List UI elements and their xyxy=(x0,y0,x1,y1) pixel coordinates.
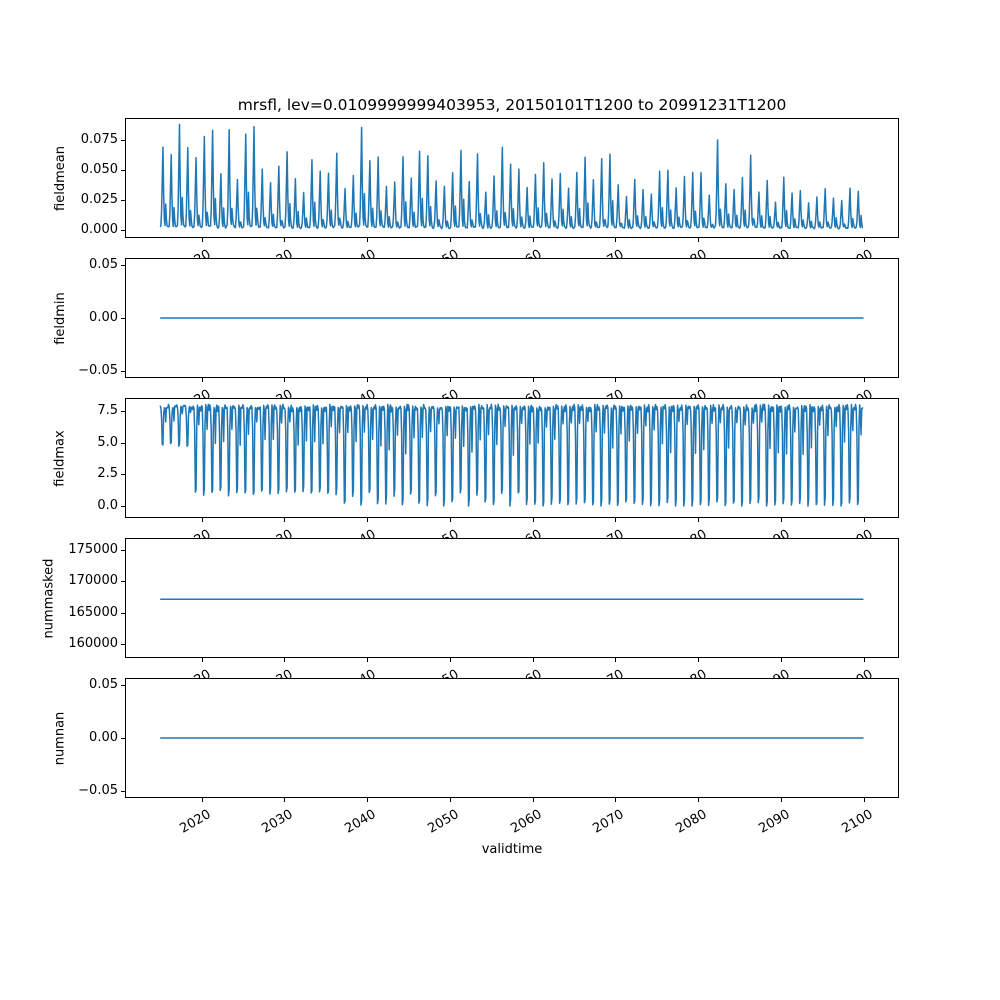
y-tick-label: 0.000 xyxy=(80,222,118,237)
y-axis-label-fieldmean: fieldmean xyxy=(52,145,68,211)
y-tick-mark xyxy=(121,443,125,444)
y-tick-label: 0.050 xyxy=(80,162,118,177)
line-series-fieldmax xyxy=(125,398,899,518)
x-tick-mark xyxy=(864,798,865,802)
x-tick-label: 2080 xyxy=(673,807,710,837)
y-axis-label-nummasked: nummasked xyxy=(41,558,57,638)
line-series-fieldmean xyxy=(125,118,899,238)
y-tick-label: −0.05 xyxy=(78,783,118,798)
y-axis-label-fieldmin: fieldmin xyxy=(52,291,68,345)
y-tick-label: 160000 xyxy=(68,636,118,651)
y-tick-mark xyxy=(121,170,125,171)
x-tick-mark xyxy=(615,518,616,522)
subplot-numnan xyxy=(0,677,1000,837)
y-tick-label: 0.05 xyxy=(89,257,118,272)
subplot-fieldmean xyxy=(0,118,1000,238)
y-tick-label: 175000 xyxy=(68,542,118,557)
line-series-nummasked xyxy=(125,538,899,658)
y-tick-label: 170000 xyxy=(68,573,118,588)
y-tick-mark xyxy=(121,474,125,475)
x-tick-mark xyxy=(864,518,865,522)
y-tick-mark xyxy=(121,506,125,507)
y-tick-label: 5.0 xyxy=(97,435,118,450)
x-tick-label: 2050 xyxy=(425,807,462,837)
subplot-fieldmax xyxy=(0,398,1000,518)
x-tick-mark xyxy=(284,658,285,662)
y-tick-label: 165000 xyxy=(68,605,118,620)
x-tick-mark xyxy=(533,518,534,522)
line-series-fieldmin xyxy=(125,258,899,378)
y-tick-label: −0.05 xyxy=(78,363,118,378)
x-tick-mark xyxy=(864,238,865,242)
x-tick-mark xyxy=(450,378,451,382)
x-tick-mark xyxy=(202,658,203,662)
chart-title: mrsfl, lev=0.0109999999403953, 20150101T1200 to 20991231T1200 xyxy=(237,96,787,114)
x-tick-mark xyxy=(781,798,782,802)
y-tick-label: 0.075 xyxy=(80,132,118,147)
x-tick-mark xyxy=(450,798,451,802)
x-tick-label: 2090 xyxy=(756,807,793,837)
y-tick-mark xyxy=(121,265,125,266)
x-tick-label: 2060 xyxy=(508,807,545,837)
y-tick-mark xyxy=(121,613,125,614)
y-tick-mark xyxy=(121,200,125,201)
y-tick-label: 0.00 xyxy=(89,310,118,325)
x-axis-title: validtime xyxy=(481,842,543,857)
x-tick-mark xyxy=(284,798,285,802)
x-tick-mark xyxy=(781,238,782,242)
y-tick-mark xyxy=(121,318,125,319)
y-tick-mark xyxy=(121,411,125,412)
x-tick-mark xyxy=(615,238,616,242)
x-tick-label: 2030 xyxy=(259,807,296,837)
x-tick-mark xyxy=(533,378,534,382)
x-tick-label: 2070 xyxy=(590,807,627,837)
x-tick-mark xyxy=(202,518,203,522)
x-tick-mark xyxy=(367,378,368,382)
x-tick-mark xyxy=(698,378,699,382)
x-tick-mark xyxy=(202,378,203,382)
x-tick-mark xyxy=(698,798,699,802)
x-tick-mark xyxy=(781,378,782,382)
x-tick-mark xyxy=(450,518,451,522)
y-tick-label: 0.05 xyxy=(89,677,118,692)
y-axis-label-fieldmax: fieldmax xyxy=(52,429,68,487)
y-tick-mark xyxy=(121,140,125,141)
x-tick-mark xyxy=(533,238,534,242)
y-tick-mark xyxy=(121,738,125,739)
x-tick-mark xyxy=(781,658,782,662)
x-tick-mark xyxy=(367,798,368,802)
x-tick-mark xyxy=(615,378,616,382)
x-tick-mark xyxy=(533,658,534,662)
line-series-numnan xyxy=(125,678,899,798)
y-tick-mark xyxy=(121,371,125,372)
y-tick-mark xyxy=(121,791,125,792)
x-tick-mark xyxy=(284,518,285,522)
y-tick-mark xyxy=(121,230,125,231)
y-tick-label: 2.5 xyxy=(97,466,118,481)
x-tick-mark xyxy=(367,518,368,522)
subplot-fieldmin xyxy=(0,258,1000,378)
x-tick-mark xyxy=(450,238,451,242)
x-tick-mark xyxy=(615,658,616,662)
y-tick-mark xyxy=(121,581,125,582)
x-tick-mark xyxy=(864,658,865,662)
y-tick-mark xyxy=(121,550,125,551)
y-tick-label: 7.5 xyxy=(97,403,118,418)
x-tick-mark xyxy=(202,798,203,802)
subplot-nummasked xyxy=(0,538,1000,658)
x-tick-label: 2020 xyxy=(177,807,214,837)
x-tick-mark xyxy=(698,518,699,522)
x-tick-mark xyxy=(698,238,699,242)
x-tick-mark xyxy=(698,658,699,662)
x-tick-mark xyxy=(864,378,865,382)
y-tick-label: 0.00 xyxy=(89,730,118,745)
x-tick-mark xyxy=(450,658,451,662)
y-tick-label: 0.0 xyxy=(97,498,118,513)
x-tick-mark xyxy=(284,238,285,242)
y-tick-label: 0.025 xyxy=(80,192,118,207)
y-tick-mark xyxy=(121,644,125,645)
x-tick-mark xyxy=(533,798,534,802)
x-tick-mark xyxy=(781,518,782,522)
y-tick-mark xyxy=(121,685,125,686)
x-tick-label: 2100 xyxy=(839,807,876,837)
y-axis-label-numnan: numnan xyxy=(52,711,68,765)
x-tick-mark xyxy=(202,238,203,242)
x-tick-label: 2040 xyxy=(342,807,379,837)
x-tick-mark xyxy=(284,378,285,382)
x-tick-mark xyxy=(615,798,616,802)
x-tick-mark xyxy=(367,658,368,662)
x-tick-mark xyxy=(367,238,368,242)
